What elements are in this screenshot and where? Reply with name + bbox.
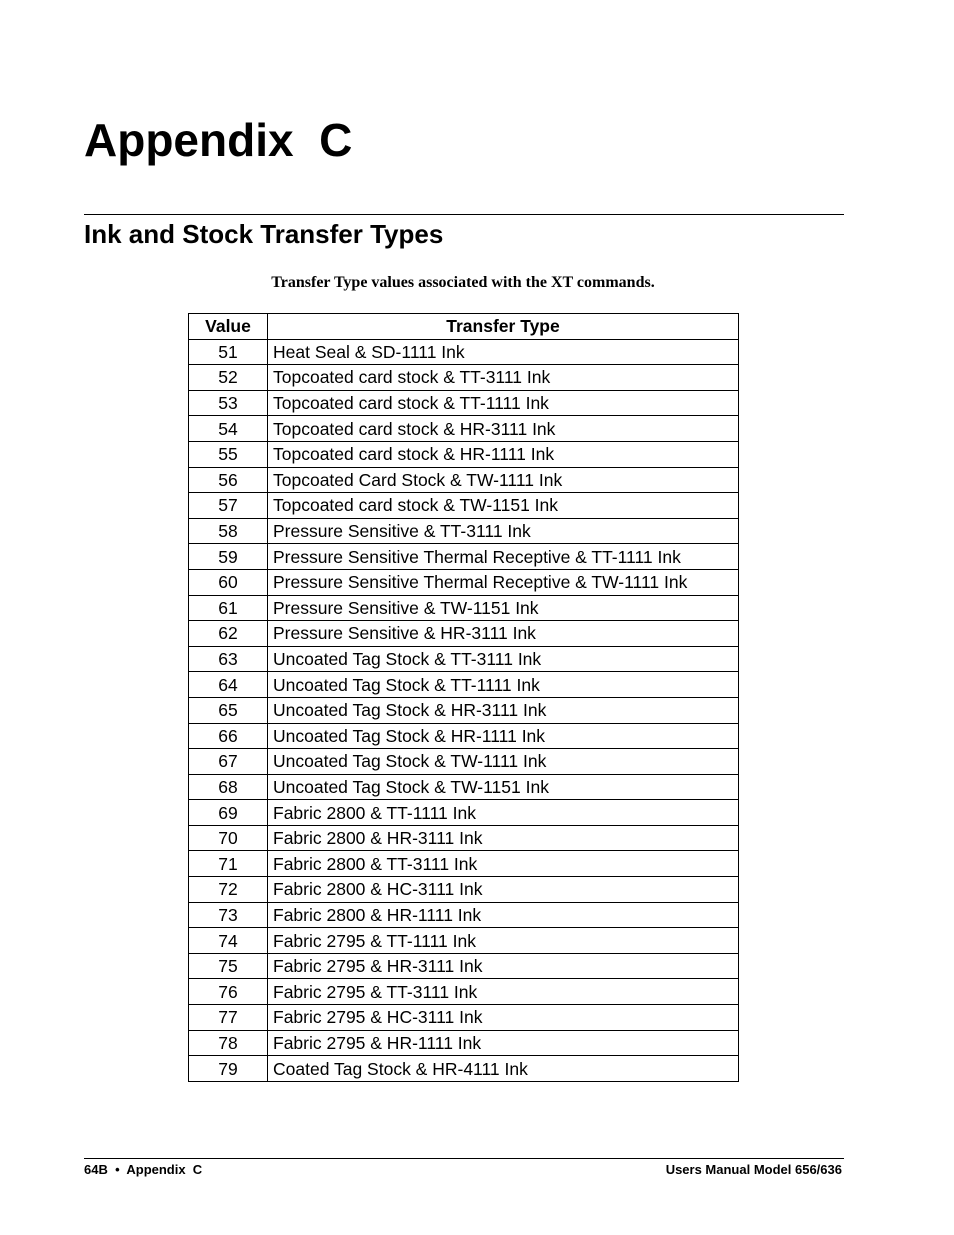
cell-value: 72	[189, 877, 268, 903]
table-caption: Transfer Type values associated with the XT commands.	[271, 274, 655, 291]
cell-value: 61	[189, 595, 268, 621]
cell-transfer-type: Topcoated card stock & TW-1151 Ink	[268, 493, 739, 519]
header-value: Value	[189, 314, 268, 340]
table-row	[189, 646, 739, 672]
footer-page-label: 64B • Appendix C	[84, 1162, 203, 1177]
table-row	[189, 723, 739, 749]
table-row	[189, 1056, 739, 1082]
cell-value: 66	[189, 723, 268, 749]
table-row	[189, 928, 739, 954]
cell-transfer-type: Uncoated Tag Stock & HR-3111 Ink	[268, 697, 739, 723]
cell-transfer-type: Pressure Sensitive & TW-1151 Ink	[268, 595, 739, 621]
cell-transfer-type: Topcoated Card Stock & TW-1111 Ink	[268, 467, 739, 493]
cell-transfer-type: Uncoated Tag Stock & TT-3111 Ink	[268, 646, 739, 672]
cell-transfer-type: Fabric 2795 & HC-3111 Ink	[268, 1005, 739, 1031]
cell-value: 69	[189, 800, 268, 826]
table-row	[189, 416, 739, 442]
table-row	[189, 467, 739, 493]
cell-value: 53	[189, 390, 268, 416]
cell-transfer-type: Uncoated Tag Stock & TT-1111 Ink	[268, 672, 739, 698]
cell-value: 58	[189, 518, 268, 544]
cell-transfer-type: Topcoated card stock & TT-1111 Ink	[268, 390, 739, 416]
cell-transfer-type: Uncoated Tag Stock & TW-1151 Ink	[268, 774, 739, 800]
table-row	[189, 851, 739, 877]
cell-value: 78	[189, 1030, 268, 1056]
table-row	[189, 749, 739, 775]
cell-value: 79	[189, 1056, 268, 1082]
cell-transfer-type: Pressure Sensitive Thermal Receptive & TW-1111 Ink	[268, 569, 739, 595]
cell-value: 62	[189, 621, 268, 647]
cell-transfer-type: Pressure Sensitive Thermal Receptive & TT-1111 Ink	[268, 544, 739, 570]
cell-transfer-type: Heat Seal & SD-1111 Ink	[268, 339, 739, 365]
table-row	[189, 1005, 739, 1031]
header-transfer-type: Transfer Type	[268, 314, 739, 340]
table-row	[189, 1030, 739, 1056]
table-header-row	[189, 314, 739, 340]
cell-transfer-type: Fabric 2795 & TT-1111 Ink	[268, 928, 739, 954]
table-row	[189, 493, 739, 519]
section-title: Ink and Stock Transfer Types	[84, 219, 444, 249]
table-row	[189, 979, 739, 1005]
table-row	[189, 339, 739, 365]
cell-transfer-type: Uncoated Tag Stock & HR-1111 Ink	[268, 723, 739, 749]
cell-transfer-type: Fabric 2800 & HR-3111 Ink	[268, 825, 739, 851]
table-row	[189, 825, 739, 851]
footer-manual-title: Users Manual Model 656/636	[665, 1162, 842, 1177]
table-row	[189, 595, 739, 621]
table-row	[189, 441, 739, 467]
cell-value: 68	[189, 774, 268, 800]
cell-value: 63	[189, 646, 268, 672]
cell-transfer-type: Fabric 2795 & TT-3111 Ink	[268, 979, 739, 1005]
cell-transfer-type: Pressure Sensitive & TT-3111 Ink	[268, 518, 739, 544]
cell-value: 74	[189, 928, 268, 954]
cell-value: 54	[189, 416, 268, 442]
table-row	[189, 544, 739, 570]
cell-transfer-type: Fabric 2800 & TT-1111 Ink	[268, 800, 739, 826]
cell-transfer-type: Topcoated card stock & HR-3111 Ink	[268, 416, 739, 442]
cell-transfer-type: Coated Tag Stock & HR-4111 Ink	[268, 1056, 739, 1082]
table-row	[189, 518, 739, 544]
cell-transfer-type: Fabric 2800 & TT-3111 Ink	[268, 851, 739, 877]
table-row	[189, 390, 739, 416]
cell-value: 75	[189, 953, 268, 979]
cell-value: 77	[189, 1005, 268, 1031]
cell-transfer-type: Uncoated Tag Stock & TW-1111 Ink	[268, 749, 739, 775]
table-row	[189, 953, 739, 979]
table-row	[189, 697, 739, 723]
cell-transfer-type: Pressure Sensitive & HR-3111 Ink	[268, 621, 739, 647]
table-row	[189, 365, 739, 391]
cell-value: 71	[189, 851, 268, 877]
cell-value: 67	[189, 749, 268, 775]
table-row	[189, 774, 739, 800]
cell-transfer-type: Fabric 2795 & HR-3111 Ink	[268, 953, 739, 979]
cell-transfer-type: Fabric 2800 & HC-3111 Ink	[268, 877, 739, 903]
section-divider	[84, 214, 844, 215]
transfer-type-table	[188, 313, 739, 1082]
table-row	[189, 621, 739, 647]
table-row	[189, 902, 739, 928]
cell-transfer-type: Fabric 2800 & HR-1111 Ink	[268, 902, 739, 928]
cell-value: 64	[189, 672, 268, 698]
cell-value: 73	[189, 902, 268, 928]
cell-transfer-type: Topcoated card stock & HR-1111 Ink	[268, 441, 739, 467]
cell-transfer-type: Fabric 2795 & HR-1111 Ink	[268, 1030, 739, 1056]
table-row	[189, 672, 739, 698]
cell-value: 57	[189, 493, 268, 519]
appendix-title: Appendix C	[84, 114, 353, 166]
footer-divider	[84, 1158, 844, 1159]
cell-value: 70	[189, 825, 268, 851]
cell-value: 51	[189, 339, 268, 365]
cell-value: 65	[189, 697, 268, 723]
table-row	[189, 569, 739, 595]
table-body	[189, 339, 739, 1081]
cell-value: 56	[189, 467, 268, 493]
cell-value: 59	[189, 544, 268, 570]
table-row	[189, 877, 739, 903]
cell-transfer-type: Topcoated card stock & TT-3111 Ink	[268, 365, 739, 391]
table-row	[189, 800, 739, 826]
cell-value: 60	[189, 569, 268, 595]
cell-value: 76	[189, 979, 268, 1005]
cell-value: 52	[189, 365, 268, 391]
cell-value: 55	[189, 441, 268, 467]
